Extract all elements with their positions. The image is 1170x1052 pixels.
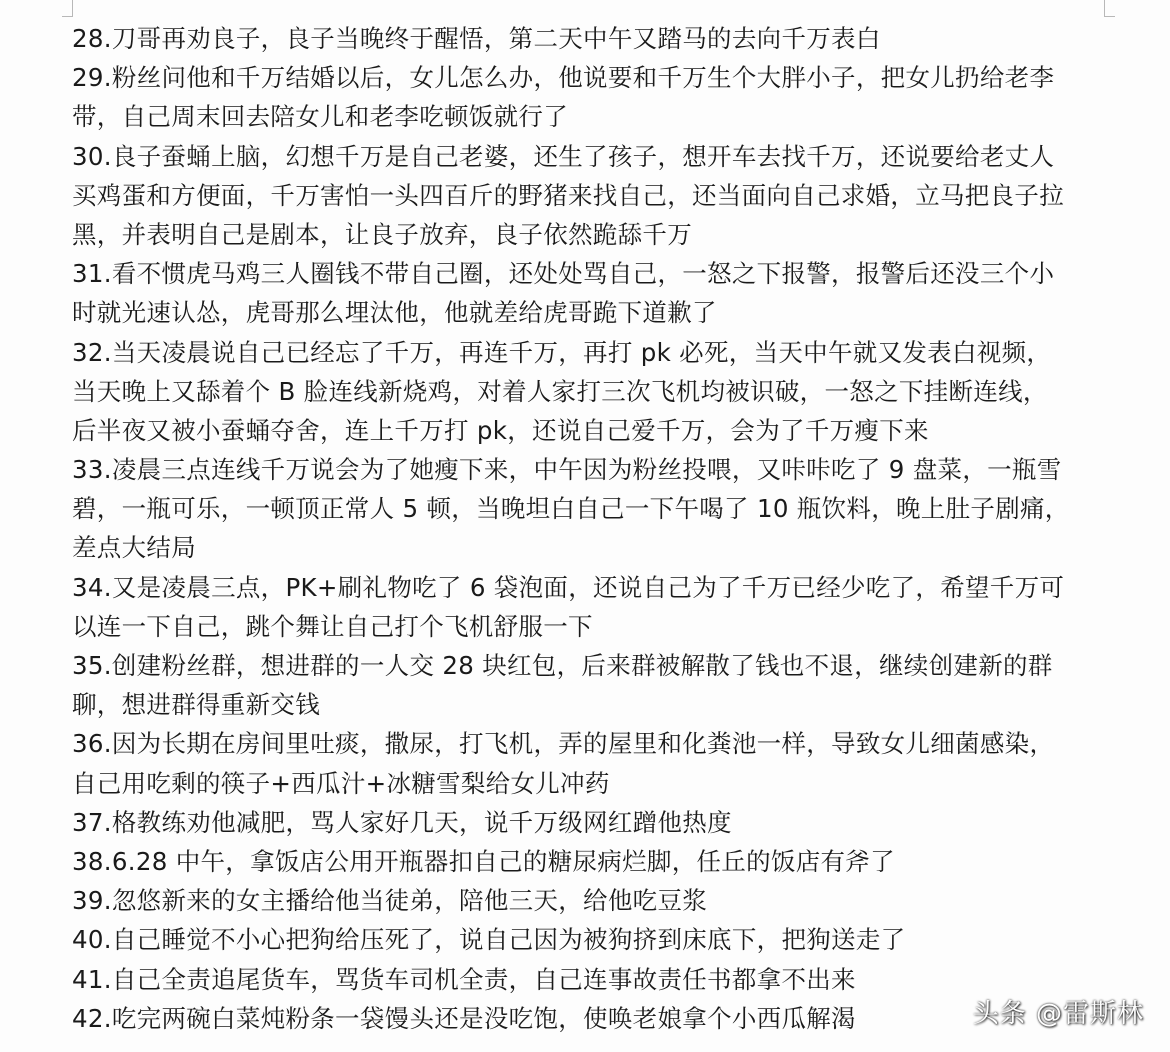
text-line: 33.凌晨三点连线千万说会为了她瘦下来，中午因为粉丝投喂，又咔咔吃了 9 盘菜，一瓶雪 — [72, 455, 1062, 485]
text-line: 32.当天凌晨说自己已经忘了千万，再连千万，再打 pk 必死，当天中午就又发表白视频， — [72, 337, 1052, 367]
text-line: 29.粉丝问他和千万结婚以后，女儿怎么办，他说要和千万生个大胖小子，把女儿扔给老李 — [72, 63, 1055, 93]
margin-corner-mark-right — [1104, 0, 1115, 17]
text-line: 40.自己睡觉不小心把狗给压死了，说自己因为被狗挤到床底下，把狗送走了 — [72, 925, 906, 955]
text-line: 39.忽悠新来的女主播给他当徒弟，陪他三天，给他吃豆浆 — [72, 886, 708, 916]
margin-corner-mark-left — [62, 0, 73, 17]
text-line: 带，自己周末回去陪女儿和老李吃顿饭就行了 — [72, 102, 568, 132]
text-line: 30.良子蚕蛹上脑，幻想千万是自己老婆，还生了孩子，想开车去找千万，还说要给老丈人 — [72, 141, 1055, 171]
text-line: 37.格教练劝他减肥，骂人家好几天，说千万级网红蹭他热度 — [72, 807, 732, 837]
text-line: 36.因为长期在房间里吐痰，撒尿，打飞机，弄的屋里和化粪池一样，导致女儿细菌感染， — [72, 729, 1055, 759]
text-line: 以连一下自己，跳个舞让自己打个飞机舒服一下 — [72, 611, 593, 641]
text-line: 黑，并表明自己是剧本，让良子放弃，良子依然跪舔千万 — [72, 219, 692, 249]
text-line: 后半夜又被小蚕蛹夺舍，连上千万打 pk，还说自己爱千万，会为了千万瘦下来 — [72, 415, 929, 445]
text-line: 当天晚上又舔着个 B 脸连线新烧鸡，对着人家打三次飞机均被识破，一怒之下挂断连线， — [72, 376, 1048, 406]
document-body — [72, 19, 1112, 1038]
text-line: 买鸡蛋和方便面，千万害怕一头四百斤的野猪来找自己，还当面向自己求婚，立马把良子拉 — [72, 180, 1064, 210]
text-line: 差点大结局 — [72, 533, 196, 563]
text-line: 41.自己全责追尾货车，骂货车司机全责，自己连事故责任书都拿不出来 — [72, 964, 856, 994]
text-line: 聊，想进群得重新交钱 — [72, 690, 320, 720]
text-line: 时就光速认怂，虎哥那么埋汰他，他就差给虎哥跪下道歉了 — [72, 298, 717, 328]
text-line: 31.看不惯虎马鸡三人圈钱不带自己圈，还处处骂自己，一怒之下报警，报警后还没三个小 — [72, 259, 1055, 289]
text-line: 碧，一瓶可乐，一顿顶正常人 5 顿，当晚坦白自己一下午喝了 10 瓶饮料，晚上肚子剧痛， — [72, 494, 1070, 524]
watermark: 头条 @雷斯林 — [972, 999, 1144, 1029]
text-line: 34.又是凌晨三点，PK+刷礼物吃了 6 袋泡面，还说自己为了千万已经少吃了，希望千万可 — [72, 572, 1065, 602]
text-line: 42.吃完两碗白菜炖粉条一袋馒头还是没吃饱，使唤老娘拿个小西瓜解渴 — [72, 1003, 856, 1033]
text-line: 35.创建粉丝群，想进群的一人交 28 块红包，后来群被解散了钱也不退，继续创建新的群 — [72, 651, 1053, 680]
text-line: 自己用吃剩的筷子+西瓜汁+冰糖雪梨给女儿冲药 — [72, 768, 610, 798]
text-line: 38.6.28 中午，拿饭店公用开瓶器扣自己的糖尿病烂脚，任丘的饭店有斧了 — [72, 846, 895, 876]
text-line: 28.刀哥再劝良子，良子当晚终于醒悟，第二天中午又踏马的去向千万表白 — [72, 24, 881, 53]
